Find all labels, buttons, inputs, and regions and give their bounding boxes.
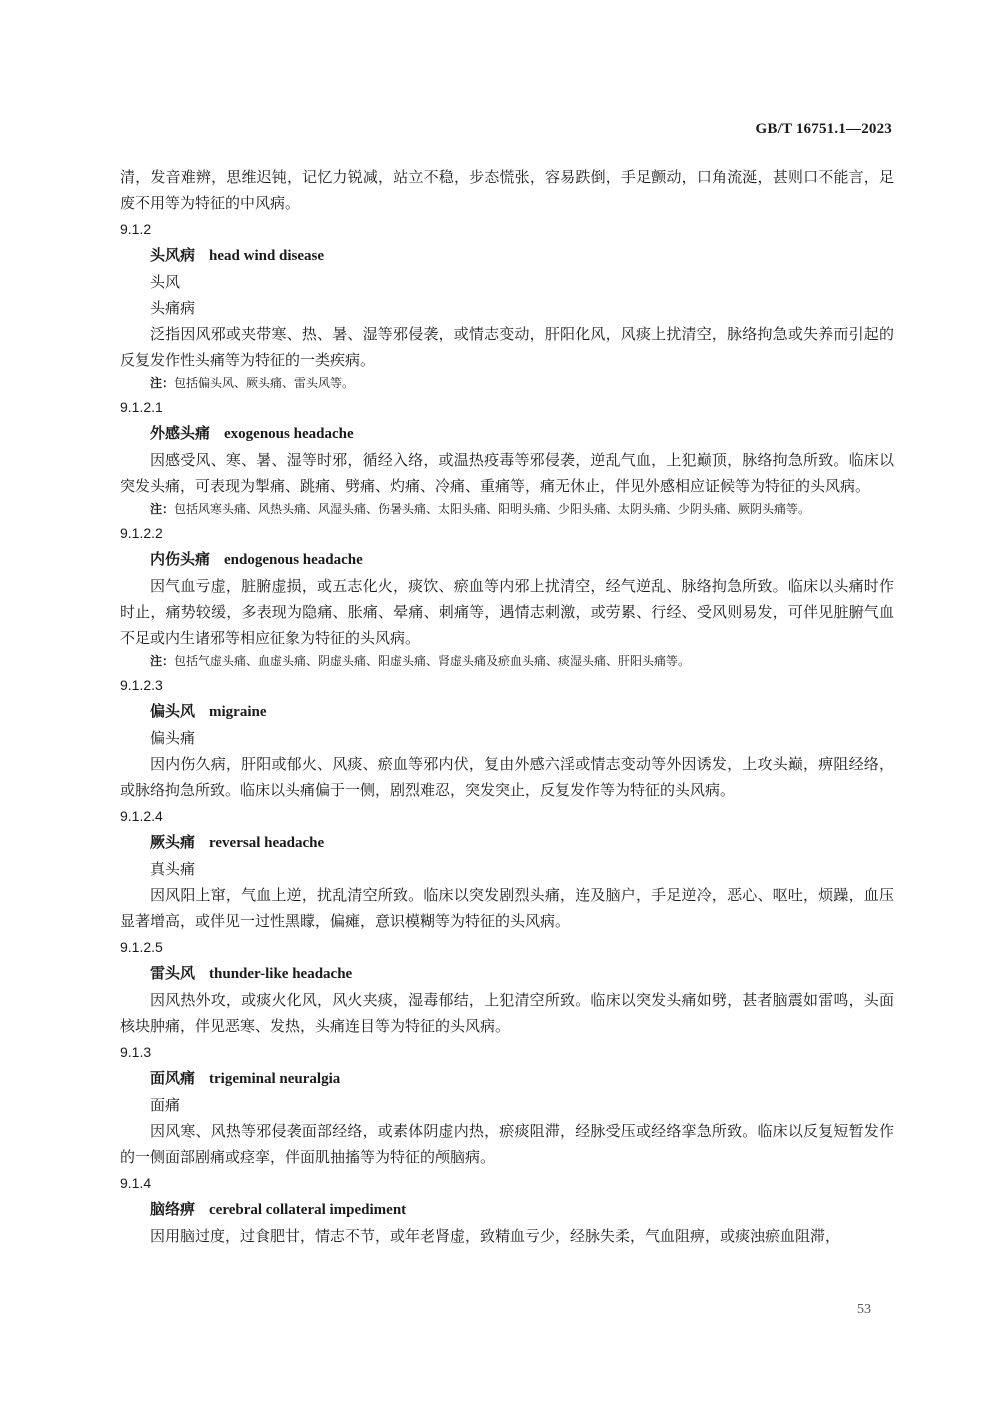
note [120, 499, 894, 520]
document-body [120, 164, 894, 1249]
term-chinese: 面风痛 [150, 1069, 196, 1087]
entries-list [120, 216, 894, 1249]
definition: 因气血亏虚，脏腑虚损，或五志化火，痰饮、瘀血等内邪上扰清空，经气逆乱、脉络拘急所致。临床以头痛时作时止，痛势较缓，多表现为隐痛、胀痛、晕痛、刺痛等，遇情志刺激，或劳累、行经、受风则易发，可伴见脏腑气血不足或内生诸邪等相应征象为特征的头风病。 [120, 577, 894, 647]
synonym: 头痛病 [150, 299, 196, 317]
term-chinese: 外感头痛 [150, 424, 211, 442]
definition: 因用脑过度，过食肥甘，情志不节，或年老肾虚，致精血亏少，经脉失柔，气血阻痹，或痰浊瘀血阻滞， [150, 1227, 841, 1245]
note [120, 651, 894, 672]
term-chinese: 脑络痹 [150, 1200, 196, 1218]
definition: 泛指因风邪或夹带寒、热、暑、湿等邪侵袭，或情志变动，肝阳化风，风痰上扰清空，脉络拘急或失养而引起的反复发作性头痛等为特征的一类疾病。 [120, 325, 894, 369]
entry-term [120, 829, 894, 856]
entry-number: 9.1.2.5 [120, 939, 163, 955]
term-chinese: 头风病 [150, 246, 196, 264]
term-entry [120, 1170, 894, 1249]
entry-term [120, 1196, 894, 1223]
note-label: 注： [150, 654, 175, 668]
term-english: thunder-like headache [209, 966, 353, 982]
entry-term [120, 1065, 894, 1092]
note [120, 373, 894, 394]
term-english: endogenous headache [224, 552, 363, 568]
entry-number: 9.1.2 [120, 221, 152, 237]
entry-term [120, 242, 894, 269]
entry-number: 9.1.2.1 [120, 399, 163, 415]
term-english: migraine [209, 704, 267, 720]
intro-paragraph: 清，发音难辨，思维迟钝，记忆力锐减，站立不稳，步态慌张，容易跌倒，手足颤动，口角流涎，甚则口不能言，足废不用等为特征的中风病。 [120, 168, 894, 212]
term-english: trigeminal neuralgia [209, 1071, 341, 1087]
entry-term [120, 420, 894, 447]
term-chinese: 偏头风 [150, 702, 196, 720]
synonym: 面痛 [150, 1096, 181, 1114]
term-chinese: 雷头风 [150, 964, 196, 982]
entry-number: 9.1.3 [120, 1044, 152, 1060]
note-text: 包括风寒头痛、风热头痛、风湿头痛、伤暑头痛、太阳头痛、阳明头痛、少阳头痛、太阴头痛、少阴头痛、厥阴头痛等。 [174, 502, 811, 516]
term-entry [120, 934, 894, 1039]
term-english: exogenous headache [224, 426, 354, 442]
entry-number: 9.1.2.4 [120, 808, 163, 824]
term-chinese: 厥头痛 [150, 833, 196, 851]
entry-number: 9.1.4 [120, 1175, 152, 1191]
synonym: 头风 [150, 273, 181, 291]
entry-number: 9.1.2.2 [120, 525, 163, 541]
entry-term [120, 698, 894, 725]
synonym: 偏头痛 [150, 729, 196, 747]
note-label: 注： [150, 502, 175, 516]
entry-term [120, 546, 894, 573]
note-text: 包括偏头风、厥头痛、雷头风等。 [174, 376, 355, 390]
definition: 因风阳上窜，气血上逆，扰乱清空所致。临床以突发剧烈头痛，连及脑户，手足逆冷，恶心、呕吐，烦躁，血压显著增高，或伴见一过性黑矇，偏瘫，意识模糊等为特征的头风病。 [120, 886, 894, 930]
standard-number: GB/T 16751.1—2023 [755, 121, 892, 137]
term-entry [120, 520, 894, 672]
term-english: head wind disease [209, 248, 325, 264]
synonym: 真头痛 [150, 860, 196, 878]
term-chinese: 内伤头痛 [150, 550, 211, 568]
definition: 因风寒、风热等邪侵袭面部经络，或素体阴虚内热，瘀痰阻滞，经脉受压或经络挛急所致。临床以反复短暂发作的一侧面部剧痛或痉挛，伴面肌抽搐等为特征的颅脑病。 [120, 1122, 894, 1166]
term-entry [120, 216, 894, 394]
entry-number: 9.1.2.3 [120, 677, 163, 693]
term-entry [120, 672, 894, 803]
term-english: cerebral collateral impediment [209, 1202, 407, 1218]
definition: 因内伤久病，肝阳或郁火、风痰、瘀血等邪内伏，复由外感六淫或情志变动等外因诱发，上攻头巅，痹阻经络，或脉络拘急所致。临床以头痛偏于一侧，剧烈难忍，突发突止，反复发作等为特征的头风病。 [120, 755, 894, 799]
term-entry [120, 394, 894, 520]
definition: 因感受风、寒、暑、湿等时邪，循经入络，或温热疫毒等邪侵袭，逆乱气血，上犯巅顶，脉络拘急所致。临床以突发头痛，可表现为掣痛、跳痛、劈痛、灼痛、冷痛、重痛等，痛无休止，伴见外感相应证候等为特征的头风病。 [120, 451, 894, 495]
definition: 因风热外攻，或痰火化风，风火夹痰，湿毒郁结，上犯清空所致。临床以突发头痛如劈，甚者脑震如雷鸣，头面核块肿痛，伴见恶寒、发热，头痛连目等为特征的头风病。 [120, 991, 894, 1035]
term-entry [120, 803, 894, 934]
term-english: reversal headache [209, 835, 325, 851]
term-entry [120, 1039, 894, 1170]
note-text: 包括气虚头痛、血虚头痛、阴虚头痛、阳虚头痛、肾虚头痛及瘀血头痛、痰湿头痛、肝阳头痛等。 [174, 654, 691, 668]
page-number: 53 [857, 1302, 871, 1317]
note-label: 注： [150, 376, 175, 390]
entry-term [120, 960, 894, 987]
